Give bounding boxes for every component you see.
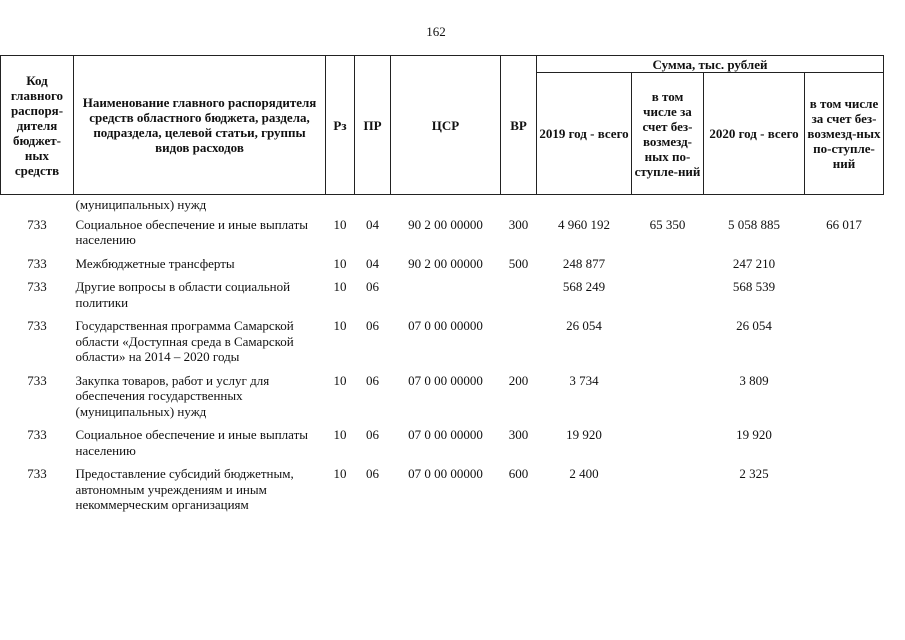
header-rz: Рз	[326, 56, 355, 195]
cell-2020-total: 568 539	[732, 279, 776, 294]
cell-2020-total: 5 058 885	[728, 216, 780, 232]
cell-csr	[391, 279, 501, 318]
cell-csr: 90 2 00 00000	[408, 255, 483, 271]
cell-vr	[501, 318, 537, 373]
header-name: Наименование главного распорядителя средств областного бюджета, раздела, подраздела, целевой статьи, группы видов расходов	[74, 56, 326, 195]
cell-pr: 06	[366, 427, 379, 442]
cell-vr: 300	[508, 216, 529, 232]
cell-csr: 07 0 00 00000	[408, 427, 483, 442]
cell-code: 733	[27, 427, 47, 442]
cell-2019-total: 3 734	[569, 372, 599, 388]
header-2019-total: 2019 год - всего	[537, 73, 632, 195]
cell-csr: 90 2 00 00000	[408, 216, 483, 232]
table-row	[1, 466, 884, 521]
cell-name: Социальное обеспечение и иные выплаты населению	[75, 216, 309, 247]
table-row	[1, 217, 884, 256]
continuation-row	[1, 195, 884, 217]
table-row	[1, 427, 884, 466]
cell-code: 733	[27, 279, 47, 294]
table-row	[1, 373, 884, 428]
cell-vr: 500	[508, 255, 529, 271]
cell-name: Межбюджетные трансферты	[75, 255, 235, 271]
cell-2019-gratuitous	[632, 279, 704, 318]
continuation-name: (муниципальных) нужд	[75, 197, 207, 212]
cell-2019-total: 26 054	[566, 318, 602, 333]
cell-2020-total: 19 920	[736, 427, 772, 442]
header-pr: ПР	[355, 56, 391, 195]
page-number: 162	[426, 24, 446, 39]
cell-2020-gratuitous	[805, 466, 884, 521]
cell-rz: 10	[333, 279, 347, 294]
cell-code: 733	[27, 255, 47, 271]
cell-2019-gratuitous	[632, 373, 704, 428]
cell-name: Другие вопросы в области социальной политики	[75, 279, 291, 310]
cell-csr: 07 0 00 00000	[408, 466, 483, 481]
cell-2019-gratuitous	[632, 318, 704, 373]
cell-code: 733	[27, 216, 47, 232]
header-csr: ЦСР	[391, 56, 501, 195]
cell-2019-total: 568 249	[562, 279, 606, 294]
cell-2019-total: 2 400	[569, 466, 599, 481]
cell-rz: 10	[333, 318, 347, 333]
cell-rz: 10	[333, 216, 347, 232]
cell-vr: 200	[508, 372, 529, 388]
cell-2020-gratuitous	[805, 373, 884, 428]
cell-rz: 10	[333, 427, 347, 442]
cell-rz: 10	[333, 255, 347, 271]
cell-pr: 04	[366, 216, 379, 232]
cell-pr: 06	[366, 279, 379, 294]
cell-2019-total: 4 960 192	[558, 216, 610, 232]
cell-2020-gratuitous: 66 017	[826, 216, 862, 232]
cell-2019-gratuitous	[632, 256, 704, 280]
cell-2020-gratuitous	[805, 256, 884, 280]
cell-vr: 600	[508, 466, 529, 481]
table-row	[1, 318, 884, 373]
table-row	[1, 279, 884, 318]
cell-code: 733	[27, 318, 47, 333]
cell-rz: 10	[333, 466, 347, 481]
cell-pr: 06	[366, 466, 379, 481]
cell-2019-gratuitous	[632, 466, 704, 521]
cell-csr: 07 0 00 00000	[408, 318, 483, 333]
cell-2019-total: 248 877	[562, 255, 606, 271]
header-vr: ВР	[501, 56, 537, 195]
cell-2020-gratuitous	[805, 427, 884, 466]
cell-2020-total: 2 325	[739, 466, 769, 481]
cell-2019-total: 19 920	[566, 427, 602, 442]
cell-code: 733	[27, 372, 47, 388]
cell-pr: 06	[366, 372, 379, 388]
table-row	[1, 256, 884, 280]
cell-vr	[501, 279, 537, 318]
cell-2019-gratuitous	[632, 427, 704, 466]
header-sum-group: Сумма, тыс. рублей	[537, 56, 884, 73]
header-2019-gratuitous: в том числе за счет без-возмезд-ных по-ступле-ний	[632, 73, 704, 195]
cell-csr: 07 0 00 00000	[408, 372, 483, 388]
cell-name: Предоставление субсидий бюджетным, автономным учреждениям и иным некоммерческим организациям	[75, 466, 294, 512]
cell-pr: 06	[366, 318, 379, 333]
cell-name: Социальное обеспечение и иные выплаты населению	[75, 427, 309, 458]
cell-2020-total: 26 054	[736, 318, 772, 333]
cell-pr: 04	[366, 255, 379, 271]
header-code: Код главного распоря-дителя бюджет-ных средств	[1, 56, 74, 195]
cell-2020-gratuitous	[805, 318, 884, 373]
cell-2019-gratuitous: 65 350	[649, 216, 686, 232]
header-2020-gratuitous: в том числе за счет без-возмезд-ных по-ступле-ний	[805, 73, 884, 195]
cell-2020-total: 3 809	[739, 372, 769, 388]
cell-2020-gratuitous	[805, 279, 884, 318]
cell-vr: 300	[508, 427, 529, 442]
budget-table	[0, 55, 884, 521]
cell-name: Закупка товаров, работ и услуг для обеспечения государственных (муниципальных) нужд	[75, 372, 270, 419]
cell-name: Государственная программа Самарской области «Доступная среда в Самарской области» на 2014 – 2020 годы	[75, 318, 294, 364]
cell-rz: 10	[333, 372, 347, 388]
cell-2020-total: 247 210	[732, 255, 776, 271]
header-2020-total: 2020 год - всего	[704, 73, 805, 195]
cell-code: 733	[27, 466, 47, 481]
table-header-row	[1, 56, 884, 73]
